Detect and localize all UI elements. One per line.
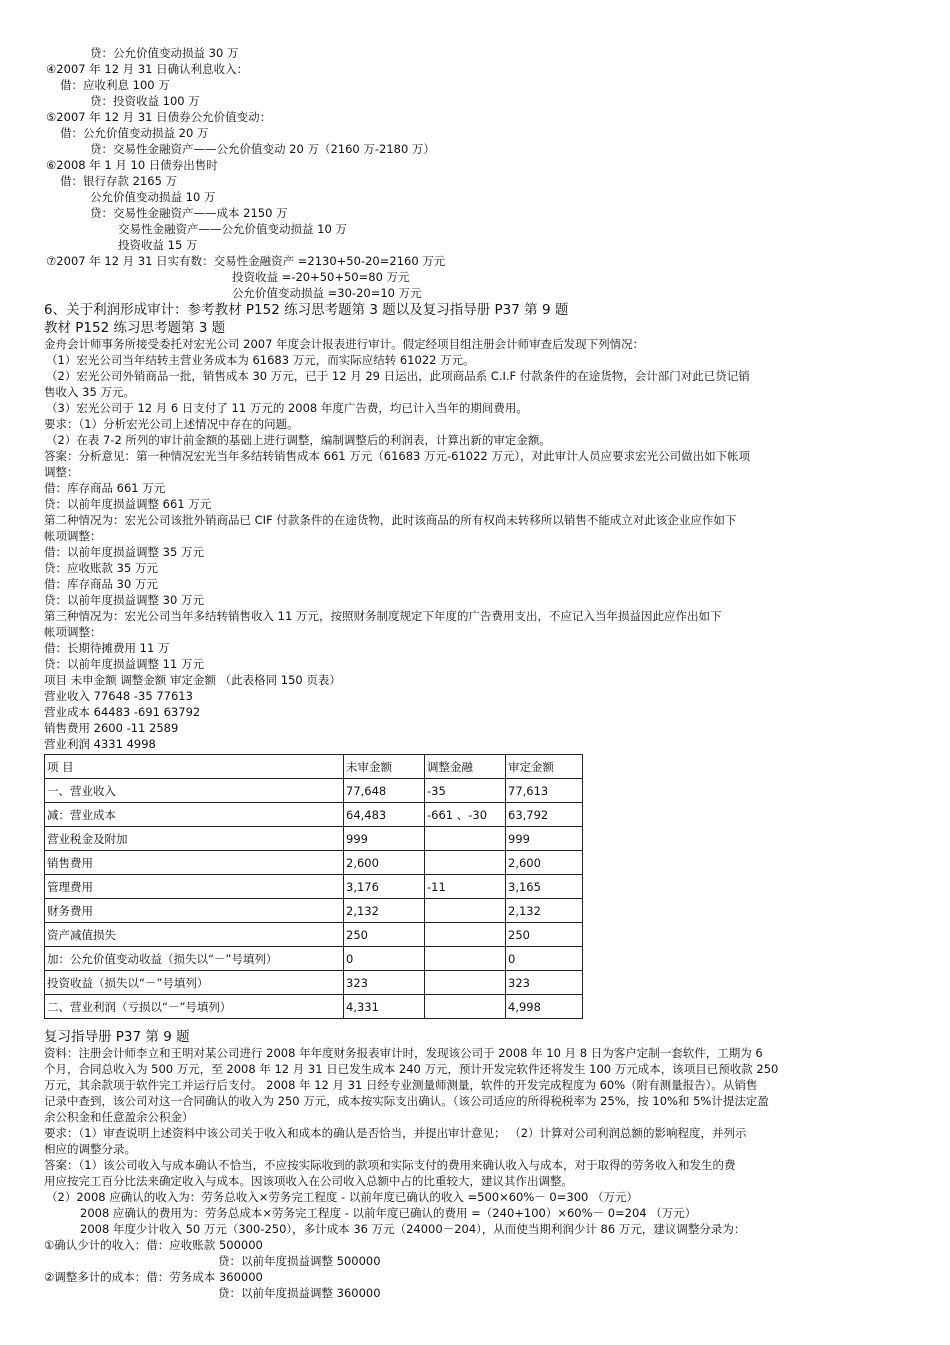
- review-text-line: 余公积金和任意盈余公积金）: [44, 1110, 194, 1124]
- journal-entry-line: ⑦2007 年 12 月 31 日实有数：交易性金融资产 =2130+50-20=2160 万元: [46, 254, 446, 268]
- row-adjust-cell: [425, 899, 506, 923]
- case-text-line: （1）宏光公司当年结转主营业务成本为 61683 万元，而实际应结转 61022 万元。: [46, 353, 475, 367]
- row-unaudited-cell: 64,483: [344, 803, 425, 827]
- journal-entry-line: 借：公允价值变动损益 20 万: [60, 126, 209, 140]
- table-row: [45, 851, 583, 875]
- case-text-line: 要求：（1）分析宏光公司上述情况中存在的问题。: [44, 417, 299, 431]
- review-text-line: 万元，其余款项于软件完工并运行后支付。 2008 年 12 月 31 日经专业测量师测量，软件的开发完成程度为 60%（附有测量报告）。从销售: [44, 1078, 758, 1092]
- case-text-line: 答案：分析意见：第一种情况宏光当年多结转销售成本 661 万元（61683 万元-61022 万元），对此审计人员应要求宏光公司做出如下帐项: [44, 449, 751, 463]
- subsection-heading: 教材 P152 练习思考题第 3 题: [44, 320, 226, 336]
- row-adjust-cell: [425, 827, 506, 851]
- table-row: [45, 947, 583, 971]
- table-row: [45, 875, 583, 899]
- journal-entry-line: ⑥2008 年 1 月 10 日债券出售时: [46, 158, 218, 172]
- case-text-line: 营业收入 77648 -35 77613: [44, 689, 193, 703]
- review-text-line: 2008 应确认的费用为：劳务总成本×劳务完工程度 - 以前年度已确认的费用 =（240+100）×60%－ 0=204 （万元）: [80, 1206, 697, 1220]
- row-adjust-cell: -35: [425, 779, 506, 803]
- journal-entry-line: ④2007 年 12 月 31 日确认利息收入：: [46, 62, 249, 76]
- table-row: [45, 779, 583, 803]
- income-statement-table: [44, 754, 583, 1019]
- row-audited-cell: 250: [506, 923, 583, 947]
- review-text-line: 相应的调整分录。: [44, 1142, 136, 1156]
- row-item-cell: 财务费用: [45, 899, 344, 923]
- row-unaudited-cell: 3,176: [344, 875, 425, 899]
- row-audited-cell: 4,998: [506, 995, 583, 1019]
- row-unaudited-cell: 250: [344, 923, 425, 947]
- journal-entry-line: 借：应收利息 100 万: [60, 78, 170, 92]
- row-adjust-cell: -661 、-30: [425, 803, 506, 827]
- row-adjust-cell: -11: [425, 875, 506, 899]
- case-text-line: 第二种情况为：宏光公司该批外销商品已 CIF 付款条件的在途货物，此时该商品的所有权尚未转移所以销售不能成立对此该企业应作如下: [44, 513, 737, 527]
- table-row: [45, 899, 583, 923]
- table-row: [45, 827, 583, 851]
- header-unaudited: 未审金额: [344, 755, 425, 779]
- case-text-line: 营业成本 64483 -691 63792: [44, 705, 201, 719]
- case-text-line: 调整：: [44, 465, 79, 479]
- table-row: [45, 995, 583, 1019]
- section-heading: 6、关于利润形成审计：参考教材 P152 练习思考题第 3 题以及复习指导册 P37 第 9 题: [44, 302, 569, 318]
- case-text-line: 帐项调整：: [44, 529, 102, 543]
- case-text-line: （2）在表 7-2 所列的审计前金额的基础上进行调整，编制调整后的利润表，计算出新的审定金额。: [46, 433, 551, 447]
- case-text-line: （2）宏光公司外销商品一批，销售成本 30 万元，已于 12 月 29 日运出，此项商品系 C.I.F 付款条件的在途货物，会计部门对此已贷记销: [46, 369, 750, 383]
- review-text-line: 贷：以前年度损益调整 360000: [218, 1286, 381, 1300]
- row-audited-cell: 77,613: [506, 779, 583, 803]
- journal-entry-line: 投资收益 15 万: [118, 238, 198, 252]
- row-item-cell: 营业税金及附加: [45, 827, 344, 851]
- case-text-line: 贷：以前年度损益调整 11 万元: [44, 657, 204, 671]
- case-text-line: 借：库存商品 30 万元: [44, 577, 158, 591]
- review-heading: 复习指导册 P37 第 9 题: [44, 1029, 190, 1045]
- journal-entry-line: 投资收益 =-20+50+50=80 万元: [232, 270, 410, 284]
- row-adjust-cell: [425, 947, 506, 971]
- row-unaudited-cell: 4,331: [344, 995, 425, 1019]
- row-unaudited-cell: 2,132: [344, 899, 425, 923]
- case-text-line: 销售费用 2600 -11 2589: [44, 721, 179, 735]
- row-unaudited-cell: 0: [344, 947, 425, 971]
- case-text-line: 第三种情况为：宏光公司当年多结转销售收入 11 万元，按照财务制度规定下年度的广告费用支出，不应记入当年损益因此应作出如下: [44, 609, 722, 623]
- table-row: [45, 923, 583, 947]
- case-text-line: 售收入 35 万元。: [44, 385, 135, 399]
- row-audited-cell: 0: [506, 947, 583, 971]
- row-audited-cell: 63,792: [506, 803, 583, 827]
- header-audited: 审定金额: [506, 755, 583, 779]
- journal-entry-line: 贷：投资收益 100 万: [90, 94, 200, 108]
- row-item-cell: 二、营业利润（亏损以“－”号填列）: [45, 995, 344, 1019]
- row-unaudited-cell: 323: [344, 971, 425, 995]
- journal-entry-line: 贷：交易性金融资产——公允价值变动 20 万（2160 万-2180 万）: [90, 142, 435, 156]
- case-text-line: 借：库存商品 661 万元: [44, 481, 166, 495]
- case-text-line: 金舟会计师事务所接受委托对宏光公司 2007 年度会计报表进行审计。假定经项目组注册会计师审查后发现下列情况：: [44, 337, 645, 351]
- row-item-cell: 减：营业成本: [45, 803, 344, 827]
- review-text-line: 资料：注册会计师李立和王明对某公司进行 2008 年年度财务报表审计时，发现该公司于 2008 年 10 月 8 日为客户定制一套软件，工期为 6: [44, 1046, 763, 1060]
- case-text-line: 借：以前年度损益调整 35 万元: [44, 545, 204, 559]
- review-text-line: 2008 年度少计收入 50 万元（300-250），多计成本 36 万元（24000－204），从而使当期利润少计 86 万元，建议调整分录为：: [80, 1222, 746, 1236]
- row-unaudited-cell: 77,648: [344, 779, 425, 803]
- review-text-line: 贷：以前年度损益调整 500000: [218, 1254, 381, 1268]
- journal-entry-line: 贷：公允价值变动损益 30 万: [90, 46, 239, 60]
- row-item-cell: 销售费用: [45, 851, 344, 875]
- row-unaudited-cell: 999: [344, 827, 425, 851]
- row-audited-cell: 323: [506, 971, 583, 995]
- table-header-row: [45, 755, 583, 779]
- row-adjust-cell: [425, 995, 506, 1019]
- case-text-line: 帐项调整：: [44, 625, 102, 639]
- row-adjust-cell: [425, 923, 506, 947]
- journal-entry-line: 贷：交易性金融资产——成本 2150 万: [90, 206, 288, 220]
- case-text-line: 项目 未申金额 调整金额 审定金额 （此表格同 150 页表）: [44, 673, 341, 687]
- row-audited-cell: 2,600: [506, 851, 583, 875]
- header-item: 项 目: [45, 755, 344, 779]
- table-row: [45, 971, 583, 995]
- review-text-line: 个月，合同总收入为 500 万元，至 2008 年 12 月 31 日已发生成本 240 万元，预计开发完软件还将发生 100 万元成本，该项目已预收款 250: [44, 1062, 779, 1076]
- row-audited-cell: 3,165: [506, 875, 583, 899]
- row-item-cell: 加：公允价值变动收益（损失以“－”号填列）: [45, 947, 344, 971]
- journal-entry-line: 交易性金融资产——公允价值变动损益 10 万: [118, 222, 347, 236]
- journal-entry-line: 公允价值变动损益 10 万: [90, 190, 216, 204]
- review-text-line: ②调整多计的成本：借：劳务成本 360000: [44, 1270, 263, 1284]
- case-text-line: 营业利润 4331 4998: [44, 737, 156, 751]
- journal-entry-line: 借：银行存款 2165 万: [60, 174, 178, 188]
- row-audited-cell: 2,132: [506, 899, 583, 923]
- review-text-line: 记录中查到，该公司对这一合同确认的收入为 250 万元，成本按实际支出确认。（该公司适应的所得税税率为 25%，按 10%和 5%计提法定盈: [44, 1094, 769, 1108]
- row-adjust-cell: [425, 971, 506, 995]
- header-adjustment: 调整金融: [425, 755, 506, 779]
- journal-entry-line: 公允价值变动损益 =30-20=10 万元: [232, 286, 422, 300]
- row-audited-cell: 999: [506, 827, 583, 851]
- table-row: [45, 803, 583, 827]
- case-text-line: 借：长期待摊费用 11 万: [44, 641, 170, 655]
- row-item-cell: 资产减值损失: [45, 923, 344, 947]
- row-item-cell: 管理费用: [45, 875, 344, 899]
- review-text-line: （2）2008 应确认的收入为：劳务总收入×劳务完工程度 - 以前年度已确认的收入 =500×60%－ 0=300 （万元）: [46, 1190, 638, 1204]
- row-item-cell: 投资收益（损失以“－”号填列）: [45, 971, 344, 995]
- case-text-line: （3）宏光公司于 12 月 6 日支付了 11 万元的 2008 年度广告费，均已计入当年的期间费用。: [46, 401, 528, 415]
- review-text-line: 答案：（1）该公司收入与成本确认不恰当，不应按实际收到的款项和实际支付的费用来确认收入与成本，对于取得的劳务收入和发生的费: [44, 1158, 736, 1172]
- review-text-line: 要求：（1）审查说明上述资料中该公司关于收入和成本的确认是否恰当，并提出审计意见； （2）计算对公司利润总额的影响程度，并列示: [44, 1126, 747, 1140]
- row-item-cell: 一、营业收入: [45, 779, 344, 803]
- row-unaudited-cell: 2,600: [344, 851, 425, 875]
- review-text-line: 用应按完工百分比法来确定收入与成本。因该项收入在公司收入总额中占的比重较大，建议其作出调整。: [44, 1174, 573, 1188]
- case-text-line: 贷：以前年度损益调整 661 万元: [44, 497, 212, 511]
- row-adjust-cell: [425, 851, 506, 875]
- case-text-line: 贷：应收账款 35 万元: [44, 561, 158, 575]
- review-text-line: ①确认少计的收入：借：应收账款 500000: [44, 1238, 263, 1252]
- journal-entry-line: ⑤2007 年 12 月 31 日债券公允价值变动：: [46, 110, 272, 124]
- case-text-line: 贷：以前年度损益调整 30 万元: [44, 593, 204, 607]
